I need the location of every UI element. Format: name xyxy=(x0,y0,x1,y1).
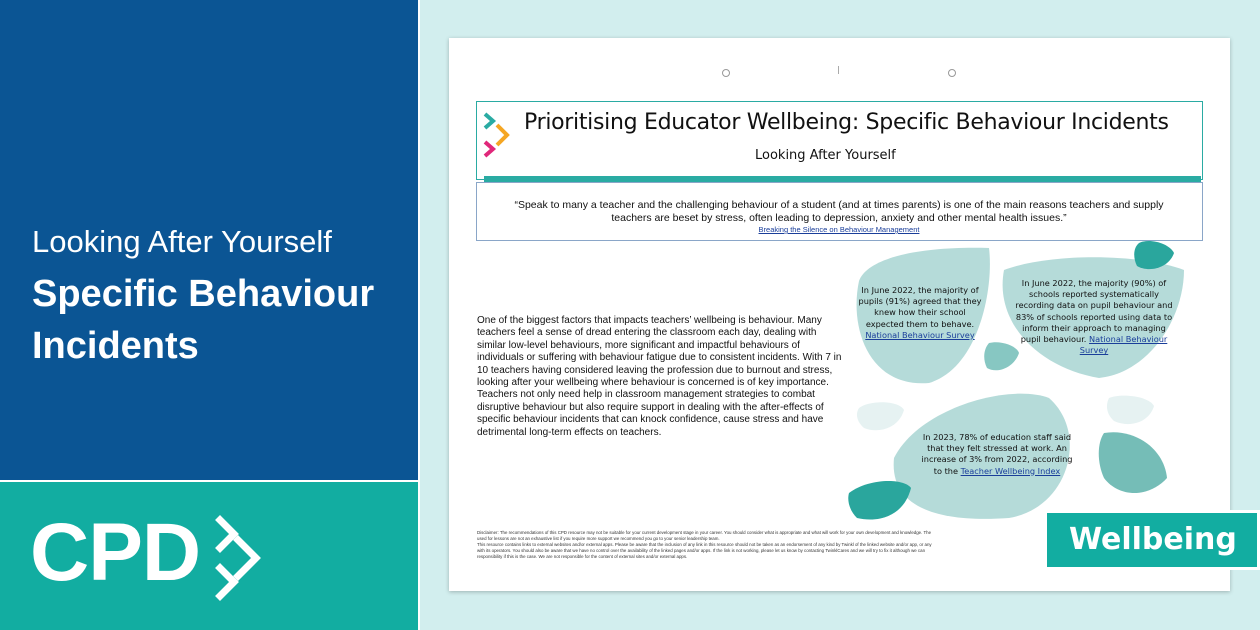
chevrons-icon xyxy=(212,512,272,602)
quote-text: “Speak to many a teacher and the challenging behaviour of a student (and at times parents) is one of the main reasons teachers and supply teachers are beset by stress, often leading to depression, anxiety and other mental health issues.” xyxy=(514,199,1164,224)
leaf-shape xyxy=(1099,432,1167,493)
disclaimer: Disclaimer: The recommendations of this CPD resource may not be suitable for your current development stage in your career. You should consider what is appropriate and what will work for your own development and knowledge. The used for lessons are not an exhaustive list if you require more support we recommend you go to your senior leadership team. This resource contains links to external websites and/or external apps. Please be aware that the inclusion of any link in this resource should not be taken as an endorsement of any kind by Twinkl of the linked website and/or app, or any with its operators. You should also be aware that we have no control over the availability of the linked pages and/or apps. If the link is not working, please let us know by contacting TwinklCares and we will try to fix it although we can responsibility if this is the case. We are not responsible for the content of external sites and/or external apps. xyxy=(477,530,932,559)
stat-source-link[interactable]: National Behaviour Survey xyxy=(1079,334,1168,356)
leaf-shape xyxy=(857,402,904,430)
promo-subtitle: Looking After Yourself xyxy=(32,224,332,259)
cpd-label: CPD xyxy=(30,507,201,598)
stat-card: In June 2022, the majority of pupils (91%) agreed that they knew how their school expected them to behave. National Behaviour Survey xyxy=(858,285,982,340)
document-title: Prioritising Educator Wellbeing: Specific Behaviour Incidents xyxy=(524,110,1169,135)
promo-title: Specific Behaviour Incidents xyxy=(32,273,375,367)
leaf-shape xyxy=(848,481,911,519)
stat-source-link[interactable]: Teacher Wellbeing Index xyxy=(960,465,1061,476)
stat-card: In June 2022, the majority (90%) of schools reported systematically recording data on pupil behaviour and 83% of schools reported using data to inform their approach to managing pupil behaviour. National Behaviour Survey xyxy=(1015,278,1173,356)
body-paragraph: One of the biggest factors that impacts teachers’ wellbeing is behaviour. Many teachers feel a sense of dread entering the classroom each day, dealing with similar low-level behaviours, more significant and impactful behaviours of individuals or suffering with behaviour fatigue due to consistent incidents. With 7 in 10 teachers having considered leaving the profession due to burnout and stress, looking after your wellbeing where behaviour is concerned is of key importance. Teachers not only need help in classroom management strategies to combat disruptive behaviour but also require support in dealing with the after-effects of specific behaviour incidents that can knock confidence, cause stress and have detrimental long-term effects on teachers. xyxy=(477,315,842,438)
leaf-shape xyxy=(1107,396,1154,424)
wellbeing-badge xyxy=(1044,510,1260,570)
leaf-shape xyxy=(1134,241,1174,269)
stat-source-link[interactable]: National Behaviour Survey xyxy=(865,329,975,340)
document-preview xyxy=(449,38,1230,591)
stat-card: In 2023, 78% of education staff said that they felt stressed at work. An increase of 3% from 2022, according to the Teacher Wellbeing Index xyxy=(921,432,1073,476)
badge-label: Wellbeing xyxy=(1069,522,1237,557)
quote-source-link[interactable]: Breaking the Silence on Behaviour Management xyxy=(758,225,920,234)
document-subtitle: Looking After Yourself xyxy=(755,148,896,163)
